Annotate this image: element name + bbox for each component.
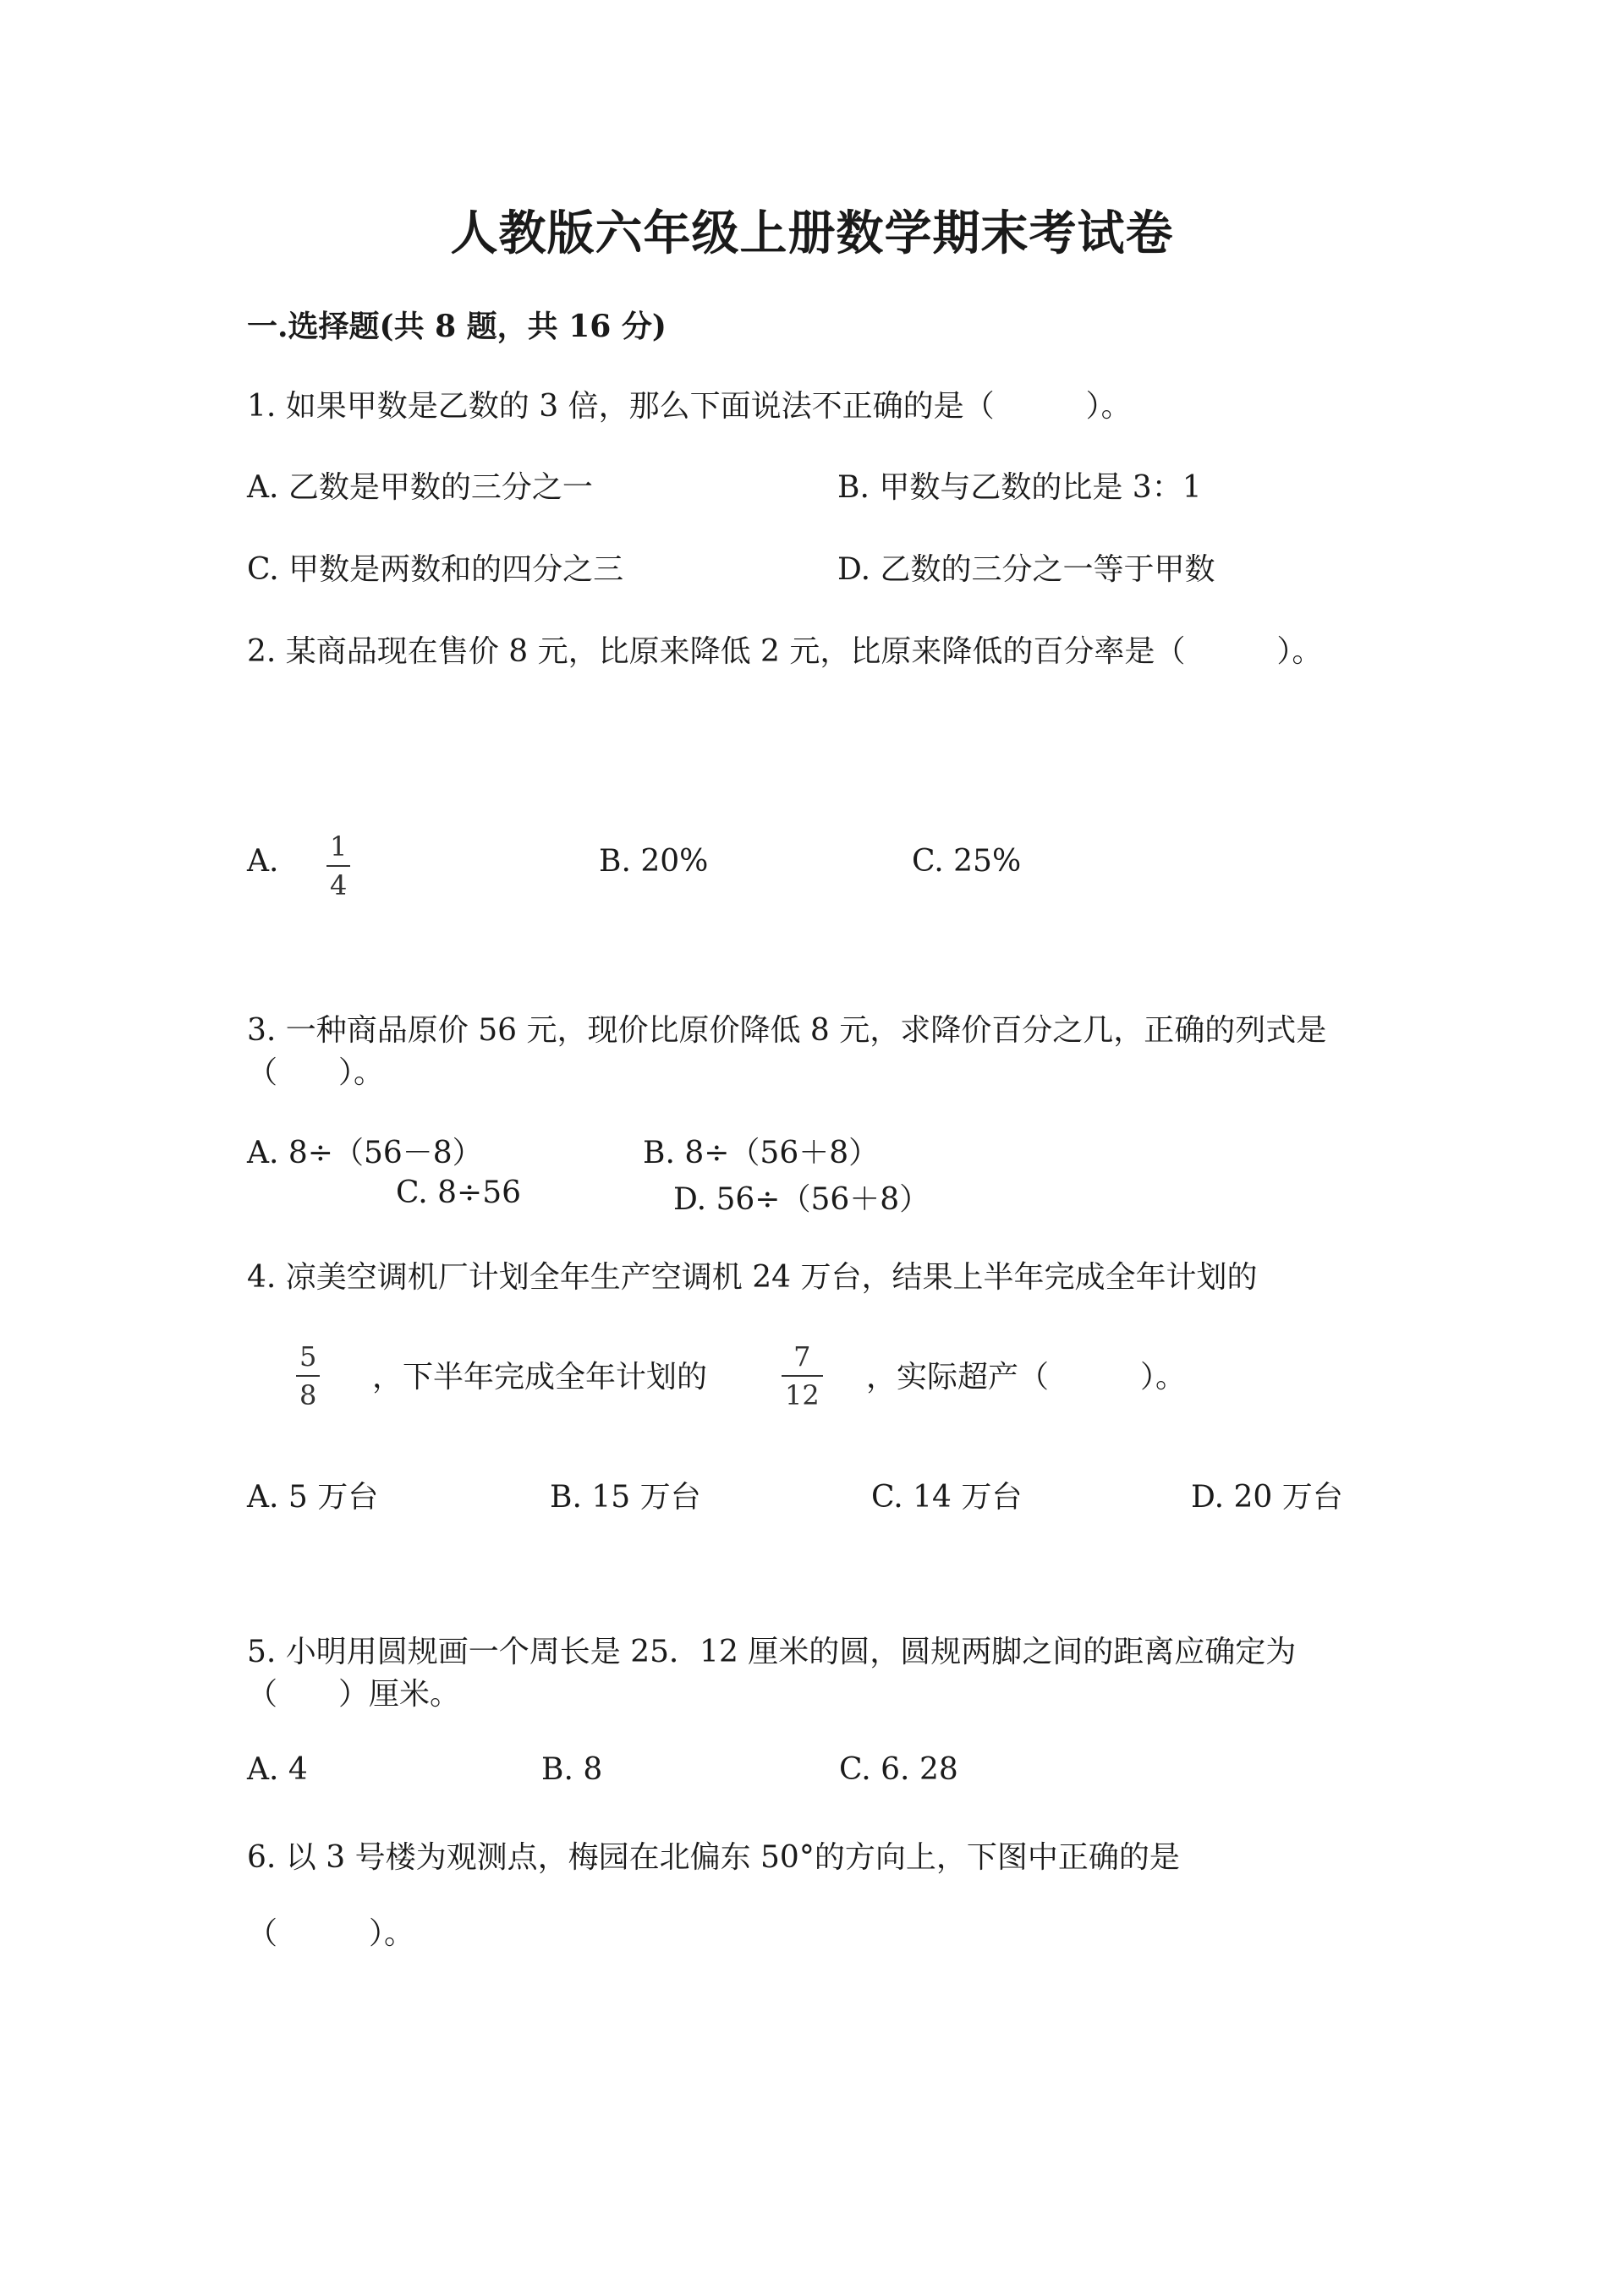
question-3-stem-line1: 3. 一种商品原价 56 元，现价比原价降低 8 元，求降价百分之几，正确的列式是: [247, 1013, 1327, 1048]
question-1-option-c[interactable]: C. 甲数是两数和的四分之三: [247, 552, 624, 587]
question-4-stem-end: ，实际超产（ ）。: [866, 1360, 1187, 1395]
question-2-option-a-fraction: [326, 830, 350, 901]
question-2-stem: 2. 某商品现在售价 8 元，比原来降低 2 元，比原来降低的百分率是（ ）。: [247, 634, 1323, 669]
question-4-fraction-second-half: [782, 1340, 823, 1411]
question-2-option-c[interactable]: C. 25%: [912, 844, 1022, 879]
question-3-option-a[interactable]: A. 8÷（56－8）: [247, 1136, 483, 1170]
question-2-option-b[interactable]: B. 20%: [599, 844, 709, 879]
question-1-option-b[interactable]: B. 甲数与乙数的比是 3：1: [837, 470, 1202, 505]
fraction-denominator: 12: [785, 1379, 820, 1411]
question-6-stem-line2: （ ）。: [247, 1916, 415, 1951]
fraction-numerator: 5: [299, 1340, 317, 1373]
question-5-option-c[interactable]: C. 6. 28: [839, 1752, 958, 1787]
page-title: 人教版六年级上册数学期末考试卷: [450, 205, 1174, 261]
question-1-option-d[interactable]: D. 乙数的三分之一等于甲数: [837, 552, 1215, 587]
fraction-denominator: 4: [330, 869, 348, 901]
question-5-option-b[interactable]: B. 8: [541, 1752, 603, 1787]
fraction-numerator: 1: [330, 830, 348, 863]
question-5-stem-line1: 5. 小明用圆规画一个周长是 25．12 厘米的圆，圆规两脚之间的距离应确定为: [247, 1635, 1297, 1669]
question-4-option-a[interactable]: A. 5 万台: [247, 1480, 379, 1515]
question-3-option-d[interactable]: D. 56÷（56＋8）: [673, 1182, 930, 1217]
question-4-option-d[interactable]: D. 20 万台: [1191, 1480, 1343, 1515]
question-5-option-a[interactable]: A. 4: [247, 1752, 308, 1787]
question-3-option-c[interactable]: C. 8÷56: [396, 1175, 522, 1210]
question-4-stem-line1: 4. 凉美空调机厂计划全年生产空调机 24 万台，结果上半年完成全年计划的: [247, 1260, 1258, 1295]
fraction-numerator: 7: [793, 1340, 811, 1373]
question-4-fraction-first-half: [296, 1340, 320, 1411]
question-4-stem-mid: ，下半年完成全年计划的: [372, 1360, 708, 1395]
question-4-option-c[interactable]: C. 14 万台: [871, 1480, 1023, 1515]
question-3-stem-line2: （ ）。: [247, 1055, 385, 1090]
question-2-option-a-label[interactable]: A.: [247, 844, 279, 879]
question-6-stem-line1: 6. 以 3 号楼为观测点，梅园在北偏东 50°的方向上，下图中正确的是: [247, 1840, 1180, 1875]
question-5-stem-line2: （ ）厘米。: [247, 1677, 461, 1712]
fraction-denominator: 8: [299, 1379, 317, 1411]
question-1-option-a[interactable]: A. 乙数是甲数的三分之一: [247, 470, 593, 505]
question-3-option-b[interactable]: B. 8÷（56＋8）: [643, 1136, 880, 1170]
question-4-option-b[interactable]: B. 15 万台: [550, 1480, 701, 1515]
section-heading: 一.选择题(共 8 题，共 16 分): [247, 309, 667, 344]
question-1-stem: 1. 如果甲数是乙数的 3 倍，那么下面说法不正确的是（ ）。: [247, 389, 1132, 424]
